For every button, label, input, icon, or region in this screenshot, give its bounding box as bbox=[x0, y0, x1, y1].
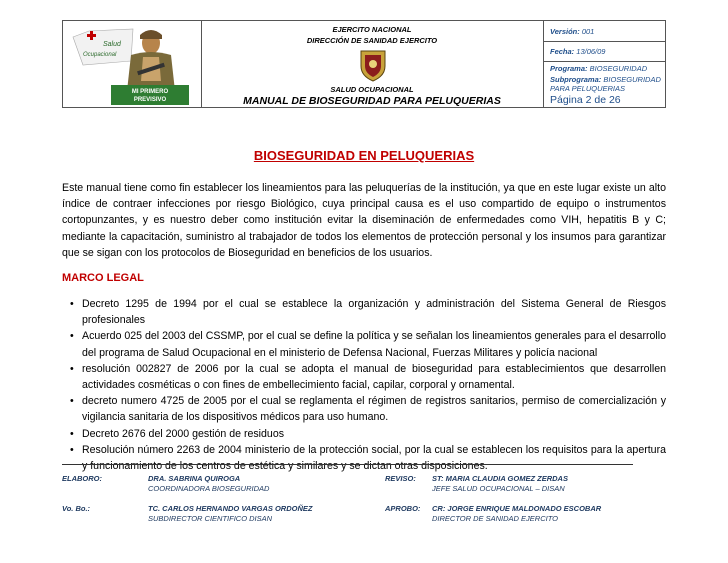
list-item bbox=[62, 393, 666, 425]
org-name: EJERCITO NACIONAL bbox=[332, 25, 412, 34]
document-header bbox=[62, 20, 666, 108]
subprogram-value: BIOSEGURIDAD PARA PELUQUERIAS bbox=[550, 75, 661, 93]
list-item bbox=[62, 426, 666, 442]
vobo-label: Vo. Bo.: bbox=[62, 504, 91, 513]
legal-item-text: decreto numero 4725 de 2005 por el cual se reglamenta el régimen de registros sanitarios, permiso de comercialización y vigilancia sanitaria de los dispositivos médicos para uso humano. bbox=[82, 395, 666, 424]
list-item bbox=[62, 328, 666, 360]
version-label: Versión: bbox=[550, 27, 580, 36]
section-heading-marco-legal: MARCO LEGAL bbox=[62, 272, 144, 284]
date-value: 13/06/09 bbox=[576, 47, 606, 56]
footer-divider bbox=[62, 464, 633, 465]
unit-name: SALUD OCUPACIONAL bbox=[330, 85, 414, 94]
directorate-name: DIRECCIÓN DE SANIDAD EJERCITO bbox=[306, 36, 438, 45]
legal-list bbox=[62, 296, 666, 474]
logo-banner-line2: PREVISIVO bbox=[133, 97, 167, 103]
bullet-icon: • bbox=[70, 298, 74, 310]
logo-banner-line1: MI PRIMERO bbox=[131, 89, 169, 95]
reviso-name: ST: MARIA CLAUDIA GOMEZ ZERDAS bbox=[432, 474, 568, 483]
page-number: Página 2 de 26 bbox=[550, 94, 621, 106]
list-item bbox=[62, 361, 666, 393]
elaboro-role: COORDINADORA BIOSEGURIDAD bbox=[148, 484, 270, 493]
program-label: Programa: bbox=[550, 64, 588, 73]
intro-paragraph: Este manual tiene como fin establecer los lineamientos para las peluquerías de la institución, ya que en este lugar existe un alto índice de contraer infecciones por riesgo Biológico, cuya principal causa es el uso compartido de equipo o instrumentos cortopunzantes, y es nuestro deber como institución evitar la diseminación de enfermedades como VIH, hepatitis B y C; mediante la capacitación, suministro al trabajador de todos los elementos de protección personal y los insumos para garantizar que se sigan con los protocolos de Bioseguridad en beneficios de los usuarios. bbox=[62, 182, 666, 259]
legal-item-text: Resolución número 2263 de 2004 ministerio de la protección social, por la cual se establecen los requisitos para la apertura y funcionamiento de los centros de estética y similares y se dictan otras disposiciones. bbox=[82, 443, 666, 473]
reviso-role: JEFE SALUD OCUPACIONAL – DISAN bbox=[432, 484, 565, 493]
elaboro-name: DRA. SABRINA QUIROGA bbox=[148, 474, 241, 483]
bullet-icon: • bbox=[70, 362, 74, 375]
date-label: Fecha: bbox=[550, 47, 575, 56]
logo-cell bbox=[63, 21, 202, 107]
program-row bbox=[550, 64, 665, 73]
elaboro-label: ELABORO: bbox=[62, 474, 102, 483]
list-item bbox=[62, 442, 666, 474]
vobo-name: TC. CARLOS HERNANDO VARGAS ORDOÑEZ bbox=[148, 504, 313, 513]
reviso-label: REVISO: bbox=[385, 474, 416, 483]
bullet-icon: • bbox=[70, 330, 74, 343]
legal-item-text: Decreto 2676 del 2000 gestión de residuos bbox=[82, 427, 285, 440]
army-crest-icon bbox=[358, 48, 388, 82]
salud-ocupacional-logo bbox=[63, 21, 201, 107]
list-item bbox=[62, 296, 666, 328]
legal-item-text: Decreto 1295 de 1994 por el cual se establece la organización y administración del Sistema General de Riesgos profesionales bbox=[82, 298, 666, 327]
legal-item-text: resolución 002827 de 2006 por la cual se adopta el manual de bioseguridad para establecimientos que desarrollen actividades cosméticas o con fines de embellecimiento facial, capilar, corporal y ornamental. bbox=[82, 362, 666, 392]
manual-title: MANUAL DE BIOSEGURIDAD PARA PELUQUERIAS bbox=[243, 95, 501, 107]
logo-salud-text: Salud bbox=[103, 41, 121, 48]
document-meta-cell bbox=[543, 21, 665, 107]
vobo-role: SUBDIRECTOR CIENTIFICO DISAN bbox=[148, 514, 273, 523]
bullet-icon: • bbox=[70, 443, 74, 456]
aprobo-label: APROBO: bbox=[385, 504, 421, 513]
legal-item-text: Acuerdo 025 del 2003 del CSSMP, por el cual se define la política y se señalan los lineamientos generales para el desarrollo del programa de Salud Ocupacional en el ministerio de Defensa Nacional, Fuerzas Militares y policía nacional bbox=[82, 330, 666, 359]
program-value: BIOSEGURIDAD bbox=[589, 64, 648, 73]
subprogram-row bbox=[550, 75, 665, 93]
program-block bbox=[543, 62, 665, 107]
aprobo-name: CR: JORGE ENRIQUE MALDONADO ESCOBAR bbox=[432, 504, 602, 513]
document-title: BIOSEGURIDAD EN PELUQUERIAS bbox=[253, 148, 475, 163]
version-row bbox=[543, 21, 665, 42]
logo-ocupacional-text: Ocupacional bbox=[83, 52, 117, 58]
bullet-icon: • bbox=[70, 427, 74, 440]
version-value: 001 bbox=[581, 27, 595, 36]
bullet-icon: • bbox=[70, 395, 74, 408]
subprogram-label: Subprograma: bbox=[550, 75, 602, 84]
date-row bbox=[543, 42, 665, 62]
header-title-cell bbox=[201, 21, 544, 107]
aprobo-role: DIRECTOR DE SANIDAD EJERCITO bbox=[432, 514, 558, 523]
